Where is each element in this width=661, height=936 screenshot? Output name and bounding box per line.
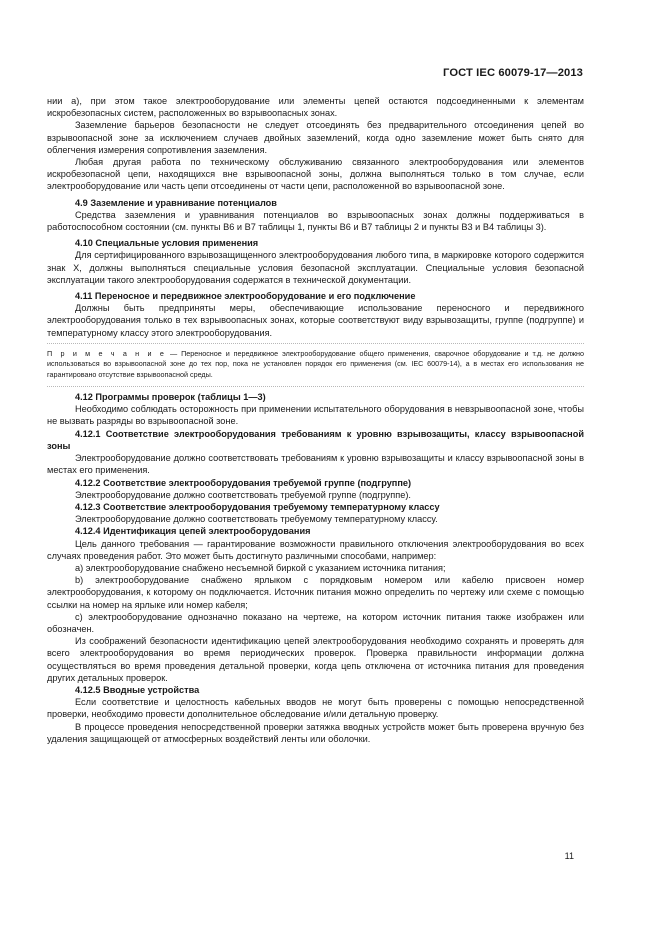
section-heading: 4.12 Программы проверок (таблицы 1—3) (75, 392, 266, 403)
body-paragraph: Электрооборудование должно соответствовать требуемой группе (подгруппе). (75, 489, 411, 500)
document-header: ГОСТ IEC 60079-17—2013 (443, 67, 583, 79)
body-paragraph: Любая другая работа по техническому обслуживанию связанного электрооборудования или элементов искробезопасной цепи, находящихся вне взрывоопасной зоны, должна выполняться только в том случае, если электрооборудование или часть цепи отсоединены от части цепи, расположенной во взрывоопасной зоне. (47, 157, 584, 192)
note-text: — Переносное и передвижное электрооборудование общего применения, сварочное оборудование и т.д. не должно использоваться во взрывоопасной зоне до тех пор, пока не установлен порядок его применения (см. IEC 60079-14), а в местах его использования не гарантировано отсутствие взрывоопасной среды. (47, 348, 584, 379)
section-heading: 4.10 Специальные условия применения (75, 238, 259, 249)
body-paragraph: Должны быть предприняты меры, обеспечивающие использование переносного и передвижного электрооборудования только в тех взрывоопасных зонах, которые соответствуют виду взрывозащиты, группе (подгруппе) и температурному классу этого электрооборудования. (47, 303, 584, 338)
section-heading: 4.12.3 Соответствие электрооборудования требуемому температурному классу (75, 501, 440, 512)
section-heading: 4.12.4 Идентификация цепей электрооборудования (75, 526, 311, 537)
body-paragraph: Необходимо соблюдать осторожность при применении испытательного оборудования в невзрывоопасной зоне, чтобы не вызвать разряды во взрывоопасной зоне. (47, 404, 584, 427)
note-label: П р и м е ч а н и е (47, 348, 167, 358)
body-paragraph: Цель данного требования — гарантирование возможности правильного отключения электрооборудования во всех случаях проведения работ. Это может быть достигнуто различными способами, например: (47, 538, 584, 561)
body-paragraph: Для сертифицированного взрывозащищенного электрооборудования любого типа, в маркировке которого содержится знак X, должны выполняться специальные условия безопасной эксплуатации. Специальные условия безопасной эксплуатации такого электрооборудования содержатся в технической документации. (47, 250, 584, 285)
note-divider (47, 343, 584, 344)
body-paragraph: Электрооборудование должно соответствовать требованиям к уровню взрывозащиты и классу взрывоопасной зоны в местах его применения. (47, 453, 584, 476)
section-heading: 4.9 Заземление и уравнивание потенциалов (75, 197, 277, 208)
section-heading: 4.12.2 Соответствие электрооборудования требуемой группе (подгруппе) (75, 477, 412, 488)
body-paragraph: b) электрооборудование снабжено ярлыком с порядковым номером или кабелю присвоен номер электрооборудования, к которому он подключается. Источник питания можно определить по чертежу или схеме с помощью ссылки на номер на ярлыке или номер кабеля; (47, 575, 584, 610)
section-heading: 4.11 Переносное и передвижное электрооборудование и его подключение (75, 291, 416, 302)
body-paragraph: Средства заземления и уравнивания потенциалов во взрывоопасных зонах должны поддерживаться в работоспособном состоянии (см. пункты В6 и В7 таблицы 1, пункты В6 и В7 таблицы 2 и пункты В3 и В4 таблицы 3). (47, 209, 584, 233)
body-paragraph: Заземление барьеров безопасности не следует отсоединять без предварительного отсоединения цепей во взрывоопасной зоне за исключением случаев двойных заземлений, когда одно заземление может быть снято для облегчения измерения сопротивления заземления. (47, 120, 584, 155)
body-paragraph: Если соответствие и целостность кабельных вводов не могут быть проверены с помощью непосредственной проверки, необходимо провести дополнительное обследование и/или детальную проверку. (47, 697, 584, 720)
body-paragraph: нии а), при этом такое электрооборудование или элементы цепей остаются подсоединенными к элементам искробезопасных систем, расположенных во взрывоопасных зонах. (47, 96, 584, 119)
body-paragraph: а) электрооборудование снабжено несъемной биркой с указанием источника питания; (75, 562, 446, 573)
note-paragraph (47, 349, 584, 380)
body-paragraph: с) электрооборудование однозначно показано на чертеже, на котором источник питания также изображен или обозначен. (47, 611, 584, 634)
note-divider (47, 386, 584, 387)
body-paragraph: Электрооборудование должно соответствовать требуемому температурному классу. (75, 514, 438, 525)
body-paragraph: В процессе проведения непосредственной проверки затяжка вводных устройств может быть проверена вручную без удаления защищающей от атмосферных воздействий ленты или оболочки. (47, 721, 584, 744)
section-heading: 4.12.1 Соответствие электрооборудования требованиям к уровню взрывозащиты, классу взрывоопасной зоны (47, 428, 584, 451)
document-body (47, 95, 584, 745)
section-heading: 4.12.5 Вводные устройства (75, 684, 200, 695)
page-number: 11 (564, 851, 574, 861)
body-paragraph: Из соображений безопасности идентификацию цепей электрооборудования необходимо сохранять и проверять для всего электрооборудования во время периодических проверок. Проверка правильности информации должна осуществляться во время проведения детальной проверки, когда цепь отключена от источника питания для проведения других детальных проверок. (47, 636, 584, 683)
